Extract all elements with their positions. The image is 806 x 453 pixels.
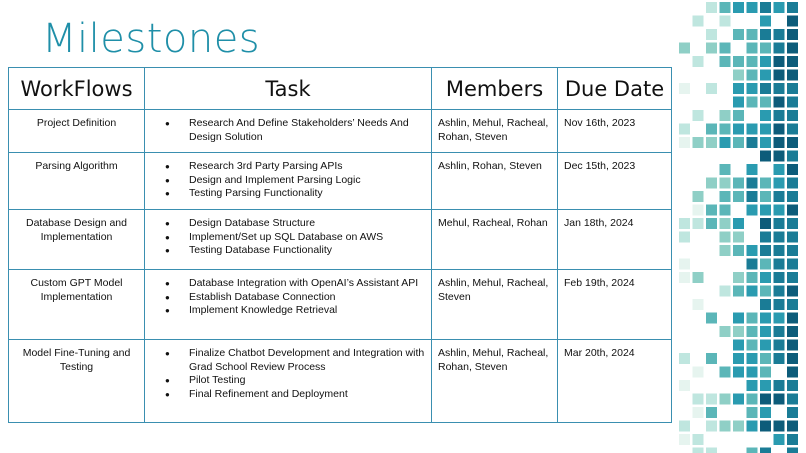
decorative-square: [747, 97, 758, 108]
decorative-square: [693, 299, 704, 310]
decorative-square: [720, 367, 731, 378]
decorative-square: [747, 83, 758, 94]
decorative-square: [774, 2, 785, 13]
task-item: ● Design Database Structure: [151, 217, 425, 231]
decorative-square: [720, 2, 731, 13]
decorative-square: [760, 110, 771, 121]
decorative-square: [720, 245, 731, 256]
table-row: [9, 340, 672, 423]
decorative-square: [760, 299, 771, 310]
decorative-square: [760, 272, 771, 283]
decorative-square: [720, 56, 731, 67]
decorative-square: [774, 83, 785, 94]
decorative-square: [706, 137, 717, 148]
members-cell: Ashlin, Rohan, Steven: [432, 153, 558, 210]
decorative-square: [679, 353, 690, 364]
decorative-square: [787, 259, 798, 270]
decorative-square: [747, 394, 758, 405]
decorative-square: [774, 232, 785, 243]
decorative-square: [774, 340, 785, 351]
decorative-square: [760, 151, 771, 162]
header-task: Task: [145, 68, 432, 110]
decorative-square: [774, 124, 785, 135]
members-cell: Ashlin, Mehul, Racheal, Rohan, Steven: [432, 340, 558, 423]
decorative-square: [787, 97, 798, 108]
decorative-square: [720, 110, 731, 121]
due-date-cell: Jan 18th, 2024: [558, 210, 672, 270]
decorative-square: [760, 394, 771, 405]
decorative-square: [720, 232, 731, 243]
decorative-square: [747, 380, 758, 391]
decorative-square: [733, 394, 744, 405]
decorative-square: [774, 29, 785, 40]
decorative-square: [679, 421, 690, 432]
decorative-square: [747, 367, 758, 378]
workflow-cell: Custom GPT Model Implementation: [9, 270, 145, 340]
decorative-square: [679, 218, 690, 229]
decorative-square: [760, 124, 771, 135]
decorative-square: [706, 83, 717, 94]
decorative-square: [774, 178, 785, 189]
decorative-square: [760, 83, 771, 94]
decorative-square: [679, 137, 690, 148]
decorative-square: [693, 407, 704, 418]
decorative-square: [747, 340, 758, 351]
decorative-square: [720, 421, 731, 432]
decorative-square: [706, 2, 717, 13]
decorative-square: [720, 191, 731, 202]
decorative-square: [706, 218, 717, 229]
decorative-square: [733, 2, 744, 13]
decorative-square: [693, 434, 704, 445]
decorative-square: [787, 326, 798, 337]
table-row: [9, 153, 672, 210]
decorative-square: [733, 340, 744, 351]
task-item: ● Establish Database Connection: [151, 291, 425, 305]
task-item: ● Pilot Testing: [151, 374, 425, 388]
decorative-square: [733, 421, 744, 432]
table-row: [9, 110, 672, 153]
decorative-square: [706, 353, 717, 364]
decorative-square: [706, 313, 717, 324]
decorative-square: [733, 191, 744, 202]
table-row: [9, 210, 672, 270]
decorative-square: [787, 191, 798, 202]
task-item: ● Research And Define Stakeholders’ Needs And Design Solution: [151, 117, 425, 144]
task-cell: [145, 270, 432, 340]
decorative-square: [787, 353, 798, 364]
decorative-square: [787, 110, 798, 121]
decorative-square: [706, 43, 717, 54]
table-header-row: [9, 68, 672, 110]
decorative-square: [787, 434, 798, 445]
task-item: ● Implement/Set up SQL Database on AWS: [151, 231, 425, 245]
decorative-square: [787, 448, 798, 453]
decorative-square: [787, 16, 798, 27]
decorative-square: [760, 56, 771, 67]
decorative-square: [760, 29, 771, 40]
decorative-square: [747, 448, 758, 453]
decorative-square: [774, 205, 785, 216]
decorative-square: [733, 97, 744, 108]
decorative-square: [774, 70, 785, 81]
decorative-square: [774, 218, 785, 229]
decorative-square: [747, 245, 758, 256]
decorative-square: [693, 448, 704, 453]
decorative-square: [720, 394, 731, 405]
decorative-square: [760, 245, 771, 256]
decorative-square: [787, 124, 798, 135]
decorative-square: [787, 380, 798, 391]
decorative-square: [774, 353, 785, 364]
decorative-square: [760, 326, 771, 337]
decorative-square: [787, 245, 798, 256]
task-item: ● Database Integration with OpenAI’s Assistant API: [151, 277, 425, 291]
decorative-square: [706, 124, 717, 135]
decorative-square: [760, 205, 771, 216]
task-item: ● Finalize Chatbot Development and Integration with Grad School Review Process: [151, 347, 425, 374]
decorative-square: [747, 191, 758, 202]
decorative-square: [747, 137, 758, 148]
decorative-square: [787, 421, 798, 432]
decorative-square: [760, 43, 771, 54]
decorative-square: [679, 124, 690, 135]
decorative-square: [760, 2, 771, 13]
decorative-square: [747, 353, 758, 364]
decorative-square: [787, 178, 798, 189]
decorative-square: [774, 421, 785, 432]
decorative-square: [760, 259, 771, 270]
decorative-square: [733, 56, 744, 67]
decorative-square: [679, 434, 690, 445]
decorative-square: [760, 367, 771, 378]
decorative-square: [733, 178, 744, 189]
decorative-square: [733, 326, 744, 337]
decorative-square: [706, 394, 717, 405]
decorative-square: [733, 286, 744, 297]
decorative-square: [706, 178, 717, 189]
decorative-square: [747, 43, 758, 54]
decorative-square: [760, 232, 771, 243]
decorative-square: [787, 232, 798, 243]
decorative-square: [774, 164, 785, 175]
decorative-square: [706, 421, 717, 432]
decorative-square: [733, 313, 744, 324]
decorative-square: [787, 83, 798, 94]
members-cell: Mehul, Racheal, Rohan: [432, 210, 558, 270]
decorative-square: [787, 340, 798, 351]
decorative-square: [720, 16, 731, 27]
decorative-square: [733, 367, 744, 378]
decorative-square: [760, 218, 771, 229]
decorative-square: [787, 56, 798, 67]
decorative-square: [720, 326, 731, 337]
decorative-square: [706, 448, 717, 453]
decorative-square: [760, 353, 771, 364]
decorative-square: [733, 218, 744, 229]
workflow-cell: Model Fine-Tuning and Testing: [9, 340, 145, 423]
decorative-square: [733, 110, 744, 121]
decorative-square: [747, 205, 758, 216]
decorative-square: [774, 380, 785, 391]
decorative-square: [774, 299, 785, 310]
decorative-square: [787, 299, 798, 310]
decorative-square: [693, 191, 704, 202]
members-cell: Ashlin, Mehul, Racheal, Rohan, Steven: [432, 110, 558, 153]
decorative-square: [787, 286, 798, 297]
decorative-square: [747, 70, 758, 81]
decorative-square: [760, 137, 771, 148]
decorative-square: [774, 434, 785, 445]
decorative-square: [720, 286, 731, 297]
decorative-square: [787, 218, 798, 229]
decorative-square: [693, 205, 704, 216]
decorative-square: [787, 367, 798, 378]
decorative-square: [693, 16, 704, 27]
decorative-square: [747, 178, 758, 189]
decorative-square: [720, 205, 731, 216]
header-due-date: Due Date: [558, 68, 672, 110]
members-cell: Ashlin, Mehul, Racheal, Steven: [432, 270, 558, 340]
header-members: Members: [432, 68, 558, 110]
decorative-square: [733, 29, 744, 40]
task-item: ● Research 3rd Party Parsing APIs: [151, 160, 425, 174]
decorative-square: [760, 421, 771, 432]
decorative-square: [747, 286, 758, 297]
decorative-square: [720, 43, 731, 54]
decorative-square: [774, 245, 785, 256]
workflow-cell: Database Design and Implementation: [9, 210, 145, 270]
decorative-square: [747, 313, 758, 324]
decorative-square: [706, 407, 717, 418]
decorative-square: [747, 29, 758, 40]
decorative-square: [747, 326, 758, 337]
decorative-square: [693, 110, 704, 121]
task-item: ● Testing Database Functionality: [151, 244, 425, 258]
decorative-square: [760, 16, 771, 27]
decorative-square: [787, 313, 798, 324]
decorative-square: [747, 421, 758, 432]
decorative-square: [693, 137, 704, 148]
decorative-pixel-pattern: [676, 0, 806, 453]
decorative-square: [733, 137, 744, 148]
workflow-cell: Project Definition: [9, 110, 145, 153]
decorative-square: [787, 205, 798, 216]
decorative-square: [787, 407, 798, 418]
decorative-square: [747, 407, 758, 418]
decorative-square: [747, 2, 758, 13]
task-item: ● Testing Parsing Functionality: [151, 187, 425, 201]
decorative-square: [720, 178, 731, 189]
table-row: [9, 270, 672, 340]
decorative-square: [774, 313, 785, 324]
due-date-cell: Mar 20th, 2024: [558, 340, 672, 423]
decorative-square: [733, 83, 744, 94]
decorative-square: [760, 380, 771, 391]
decorative-square: [693, 218, 704, 229]
decorative-square: [774, 137, 785, 148]
decorative-square: [720, 218, 731, 229]
decorative-square: [787, 394, 798, 405]
task-item: ● Final Refinement and Deployment: [151, 388, 425, 402]
decorative-square: [747, 164, 758, 175]
decorative-square: [787, 29, 798, 40]
decorative-square: [693, 394, 704, 405]
decorative-square: [760, 340, 771, 351]
decorative-square: [787, 43, 798, 54]
decorative-square: [679, 43, 690, 54]
page-title: Milestones: [42, 16, 261, 62]
decorative-square: [760, 286, 771, 297]
decorative-square: [760, 407, 771, 418]
decorative-square: [774, 259, 785, 270]
decorative-square: [693, 367, 704, 378]
decorative-square: [747, 124, 758, 135]
workflow-cell: Parsing Algorithm: [9, 153, 145, 210]
decorative-square: [774, 110, 785, 121]
decorative-square: [720, 124, 731, 135]
decorative-square: [760, 191, 771, 202]
decorative-square: [760, 70, 771, 81]
decorative-square: [774, 191, 785, 202]
decorative-square: [733, 245, 744, 256]
decorative-square: [787, 151, 798, 162]
decorative-square: [787, 272, 798, 283]
decorative-square: [774, 326, 785, 337]
due-date-cell: Dec 15th, 2023: [558, 153, 672, 210]
decorative-square: [774, 43, 785, 54]
task-cell: [145, 153, 432, 210]
decorative-square: [787, 2, 798, 13]
decorative-square: [760, 178, 771, 189]
decorative-square: [760, 313, 771, 324]
decorative-square: [679, 272, 690, 283]
decorative-square: [774, 56, 785, 67]
decorative-square: [733, 70, 744, 81]
decorative-square: [693, 56, 704, 67]
decorative-square: [679, 380, 690, 391]
decorative-square: [774, 272, 785, 283]
task-cell: [145, 210, 432, 270]
task-cell: [145, 340, 432, 423]
header-workflows: WorkFlows: [9, 68, 145, 110]
decorative-square: [720, 137, 731, 148]
decorative-square: [679, 232, 690, 243]
decorative-square: [774, 394, 785, 405]
task-item: ● Implement Knowledge Retrieval: [151, 304, 425, 318]
decorative-square: [733, 124, 744, 135]
decorative-square: [747, 56, 758, 67]
decorative-square: [679, 83, 690, 94]
decorative-square: [706, 205, 717, 216]
decorative-square: [774, 151, 785, 162]
decorative-square: [706, 29, 717, 40]
task-item: ● Design and Implement Parsing Logic: [151, 174, 425, 188]
due-date-cell: Feb 19th, 2024: [558, 270, 672, 340]
decorative-square: [733, 232, 744, 243]
decorative-square: [787, 137, 798, 148]
decorative-square: [679, 259, 690, 270]
decorative-square: [787, 164, 798, 175]
decorative-square: [720, 164, 731, 175]
milestones-table: [8, 67, 672, 423]
decorative-square: [747, 272, 758, 283]
decorative-square: [760, 97, 771, 108]
decorative-square: [774, 286, 785, 297]
decorative-square: [733, 353, 744, 364]
due-date-cell: Nov 16th, 2023: [558, 110, 672, 153]
decorative-square: [787, 70, 798, 81]
decorative-square: [747, 259, 758, 270]
decorative-square: [693, 272, 704, 283]
task-cell: [145, 110, 432, 153]
decorative-square: [760, 448, 771, 453]
decorative-square: [774, 97, 785, 108]
decorative-square: [733, 272, 744, 283]
